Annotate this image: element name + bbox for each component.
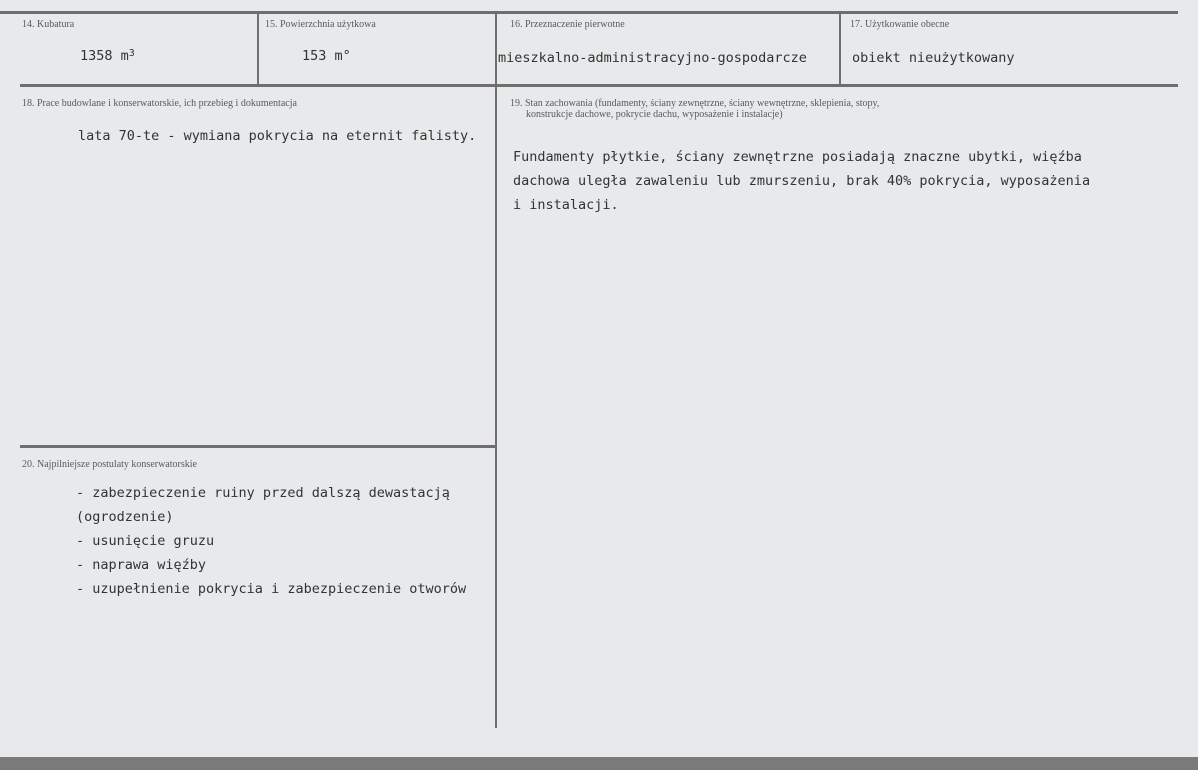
field-19-label-line1: 19. Stan zachowania (fundamenty, ściany zewnętrzne, ściany wewnętrzne, sklepienia, stopy, <box>510 98 880 109</box>
field-19-line: Fundamenty płytkie, ściany zewnętrzne posiadają znaczne ubytki, więźba <box>513 149 1082 165</box>
field-14-number: 1358 m <box>80 48 129 64</box>
field-15-value: 153 m° <box>302 48 351 64</box>
list-item: - zabezpieczenie ruiny przed dalszą dewastacją <box>76 485 450 501</box>
list-item: (ogrodzenie) <box>76 509 174 525</box>
list-item: - naprawa więźby <box>76 557 207 573</box>
field-14-label: 14. Kubatura <box>22 19 75 30</box>
field-18-value: lata 70-te - wymiana pokrycia na eternit falisty. <box>78 128 477 144</box>
field-17-label: 17. Użytkowanie obecne <box>850 19 950 30</box>
field-19-line: i instalacji. <box>513 197 619 213</box>
row-18-20-rule <box>20 445 495 448</box>
divider-15-16 <box>495 12 497 86</box>
divider-16-17 <box>839 12 841 86</box>
divider-left-right <box>495 86 497 728</box>
field-16-value: mieszkalno-administracyjno-gospodarcze <box>498 50 807 66</box>
field-14-value <box>80 48 135 64</box>
field-20-list <box>76 481 466 601</box>
field-14-unit-exponent: 3 <box>128 48 135 59</box>
field-18-label: 18. Prace budowlane i konserwatorskie, ich przebieg i dokumentacja <box>22 98 297 109</box>
scan-bottom-edge <box>0 757 1198 770</box>
field-17-value: obiekt nieużytkowany <box>852 50 1015 66</box>
divider-14-15 <box>257 12 259 86</box>
field-19-label-line2: konstrukcje dachowe, pokrycie dachu, wyposażenie i instalacje) <box>526 109 783 120</box>
list-item: - uzupełnienie pokrycia i zabezpieczenie otworów <box>76 581 467 597</box>
field-19-text <box>513 145 1090 217</box>
field-16-label: 16. Przeznaczenie pierwotne <box>510 19 625 30</box>
field-20-label: 20. Najpilniejsze postulaty konserwatorskie <box>22 459 197 470</box>
list-item: - usunięcie gruzu <box>76 533 215 549</box>
row1-bottom-rule <box>20 84 1178 87</box>
field-19-line: dachowa uległa zawaleniu lub zmurszeniu, brak 40% pokrycia, wyposażenia <box>513 173 1091 189</box>
field-15-label: 15. Powierzchnia użytkowa <box>265 19 376 30</box>
top-rule <box>0 11 1178 14</box>
